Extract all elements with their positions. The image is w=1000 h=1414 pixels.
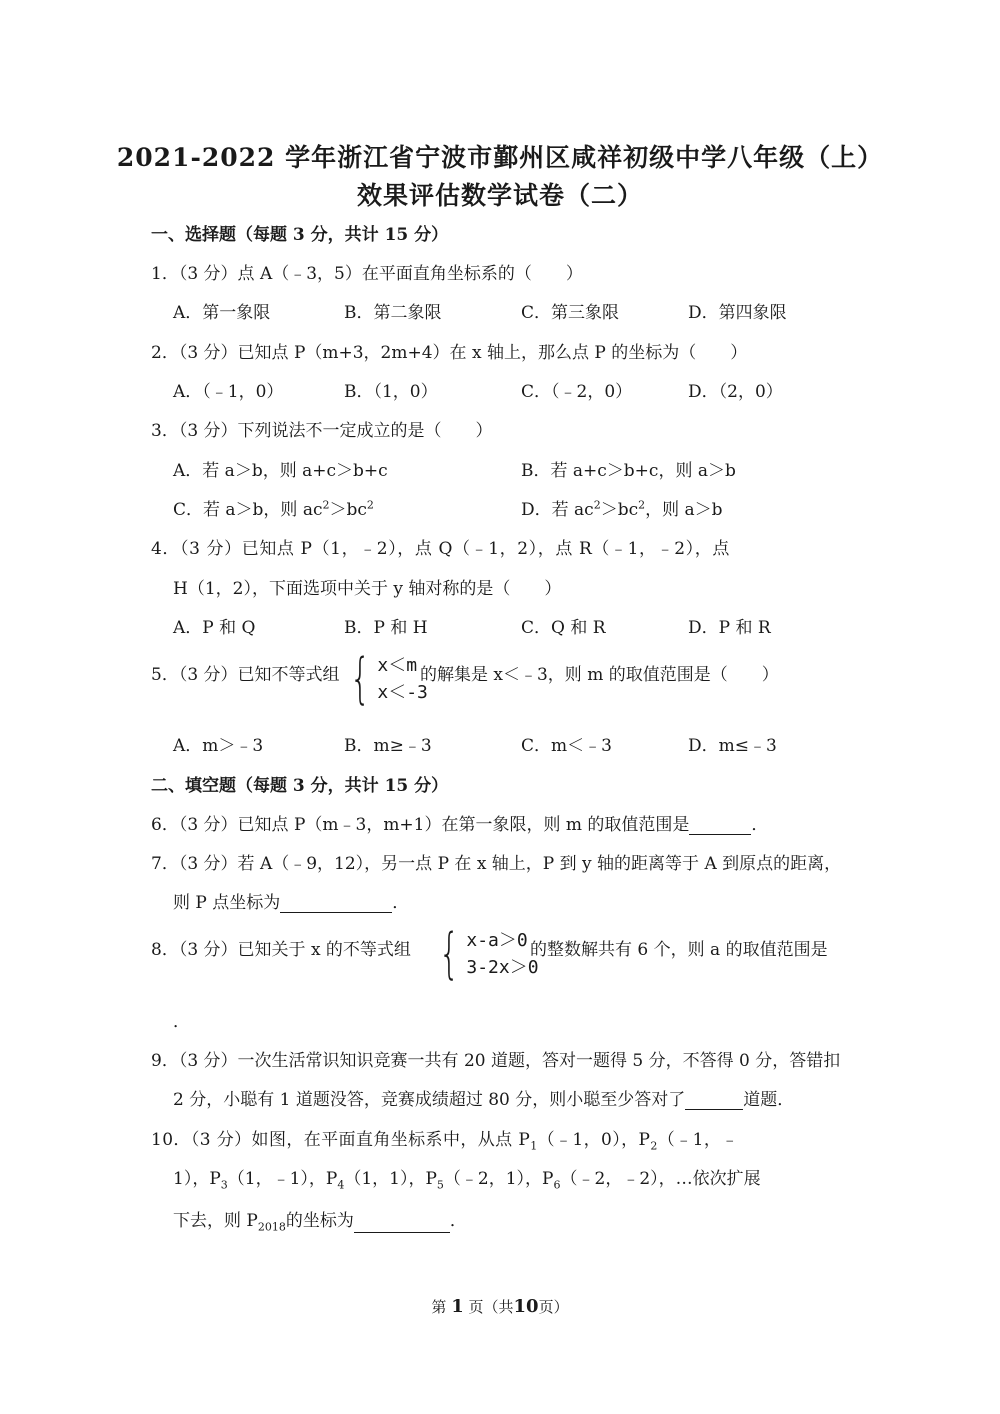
q6-text-end: ． bbox=[751, 815, 769, 835]
question-10-line3 bbox=[173, 1206, 467, 1233]
q9-text-end: 道题． bbox=[743, 1090, 795, 1110]
q3-option-d-text: D．若 ac bbox=[521, 500, 594, 520]
q5-system-line1: x＜m bbox=[377, 655, 418, 676]
q10-text-a: 10．（3 分）如图，在平面直角坐标系中，从点 P bbox=[151, 1130, 531, 1150]
q10-answer-blank[interactable] bbox=[354, 1214, 450, 1233]
q3-option-a: A．若 a＞b，则 a+c＞b+c bbox=[173, 461, 388, 481]
q10-sub-2018: 2018 bbox=[257, 1220, 286, 1234]
q10-text-j: 的坐标为 bbox=[285, 1211, 354, 1231]
question-9-line1: 9．（3 分）一次生活常识知识竞赛一共有 20 道题，答对一题得 5 分，不答得 0 分，答错扣 bbox=[151, 1051, 841, 1071]
exam-title-line1: 2021-2022 学年浙江省宁波市鄞州区咸祥初级中学八年级（上） bbox=[116, 143, 884, 172]
footer-post: 页） bbox=[538, 1298, 569, 1316]
question-8-stem-post: 的整数解共有 6 个，则 a 的取值范围是 bbox=[530, 940, 828, 960]
q2-option-a: A．（﹣1，0） bbox=[173, 382, 284, 402]
q3-option-c-exp2: 2 bbox=[366, 498, 374, 512]
q3-option-d-text3: ，则 a＞b bbox=[645, 500, 723, 520]
q6-answer-blank[interactable] bbox=[689, 816, 751, 835]
q10-text-h: （﹣2，﹣2），…依次扩展 bbox=[560, 1169, 761, 1189]
q3-option-d-exp2: 2 bbox=[638, 498, 646, 512]
q10-sub-1: 1 bbox=[530, 1139, 538, 1153]
q10-text-end: ． bbox=[449, 1211, 467, 1231]
q10-sub-4: 4 bbox=[337, 1178, 345, 1192]
q10-text-e: （1，﹣1），P bbox=[227, 1169, 338, 1189]
q10-sub-3: 3 bbox=[220, 1178, 228, 1192]
page-footer bbox=[0, 1296, 1000, 1317]
q7-answer-blank[interactable] bbox=[280, 894, 392, 913]
q8-inequality-system bbox=[432, 922, 539, 985]
q3-option-c-text2: ＞bc bbox=[329, 500, 367, 520]
q10-text-f: （1，1），P bbox=[344, 1169, 437, 1189]
q10-sub-5: 5 bbox=[436, 1178, 444, 1192]
q8-system-line2: 3-2x＞0 bbox=[466, 957, 539, 978]
question-4-stem-line2: H（1，2），下面选项中关于 y 轴对称的是（ ） bbox=[173, 579, 562, 599]
question-4-stem-line1: 4．（3 分）已知点 P（1，﹣2），点 Q（﹣1，2），点 R（﹣1，﹣2），点 bbox=[151, 539, 730, 559]
q5-system-line2: x＜-3 bbox=[377, 682, 428, 703]
q3-option-b: B．若 a+c＞b+c，则 a＞b bbox=[521, 461, 736, 481]
q8-answer-dot: ． bbox=[173, 1012, 190, 1032]
left-brace-icon: { bbox=[438, 922, 460, 985]
q6-text: 6．（3 分）已知点 P（m﹣3，m+1）在第一象限，则 m 的取值范围是 bbox=[151, 815, 690, 835]
q1-option-a: A．第一象限 bbox=[173, 303, 271, 323]
question-5-stem-pre: 5．（3 分）已知不等式组 bbox=[151, 665, 340, 685]
footer-page-number: 1 bbox=[451, 1296, 464, 1317]
q1-option-d: D．第四象限 bbox=[688, 303, 787, 323]
question-7-line1: 7．（3 分）若 A（﹣9，12），另一点 P 在 x 轴上，P 到 y 轴的距离等于 A 到原点的距离， bbox=[151, 854, 842, 874]
question-1-stem: 1．（3 分）点 A（﹣3，5）在平面直角坐标系的（ ） bbox=[151, 264, 583, 284]
q3-option-d bbox=[521, 495, 723, 520]
q10-text-g: （﹣2，1），P bbox=[443, 1169, 554, 1189]
question-10-line2 bbox=[173, 1164, 761, 1191]
question-9-line2 bbox=[173, 1085, 794, 1110]
q3-option-d-text2: ＞bc bbox=[600, 500, 639, 520]
q5-inequality-system bbox=[343, 647, 428, 710]
section-choice-heading: 一、选择题（每题 3 分，共计 15 分） bbox=[151, 225, 449, 245]
q9-answer-blank[interactable] bbox=[685, 1091, 743, 1110]
left-brace-icon: { bbox=[349, 647, 371, 710]
section-fill-heading: 二、填空题（每题 3 分，共计 15 分） bbox=[151, 776, 449, 796]
question-6 bbox=[151, 810, 768, 835]
q7-text: 则 P 点坐标为 bbox=[173, 893, 281, 913]
exam-title-line2: 效果评估数学试卷（二） bbox=[356, 181, 643, 210]
q3-option-c bbox=[173, 495, 374, 520]
q2-option-d: D．（2，0） bbox=[688, 382, 783, 402]
q10-text-b: （﹣1，0），P bbox=[537, 1130, 651, 1150]
q1-option-c: C．第三象限 bbox=[521, 303, 620, 323]
q10-text-c: （﹣1，﹣ bbox=[657, 1130, 739, 1150]
q8-system-line1: x-a＞0 bbox=[466, 930, 528, 951]
q9-text: 2 分，小聪有 1 道题没答，竞赛成绩超过 80 分，则小聪至少答对了 bbox=[173, 1090, 686, 1110]
q2-option-b: B．（1，0） bbox=[344, 382, 438, 402]
footer-total-pages: 10 bbox=[513, 1296, 539, 1317]
q5-option-d: D．m≤﹣3 bbox=[688, 736, 777, 756]
q5-option-a: A．m＞﹣3 bbox=[173, 736, 264, 756]
question-10-line1 bbox=[151, 1125, 739, 1152]
q4-option-d: D．P 和 R bbox=[688, 618, 771, 638]
q3-option-c-exp1: 2 bbox=[322, 498, 330, 512]
q5-option-c: C．m＜﹣3 bbox=[521, 736, 612, 756]
footer-pre: 第 bbox=[431, 1298, 447, 1316]
q10-sub-2: 2 bbox=[650, 1139, 658, 1153]
question-5-stem-post: 的解集是 x＜﹣3，则 m 的取值范围是（ ） bbox=[420, 665, 779, 685]
q3-option-d-exp1: 2 bbox=[593, 498, 601, 512]
q1-option-b: B．第二象限 bbox=[344, 303, 442, 323]
footer-mid: 页（共 bbox=[468, 1298, 514, 1316]
q10-text-d: 1），P bbox=[173, 1169, 221, 1189]
q10-text-i: 下去，则 P bbox=[173, 1211, 258, 1231]
q5-option-b: B．m≥﹣3 bbox=[344, 736, 432, 756]
question-8-stem-pre: 8．（3 分）已知关于 x 的不等式组 bbox=[151, 940, 411, 960]
q3-option-c-text: C．若 a＞b，则 ac bbox=[173, 500, 323, 520]
q2-option-c: C．（﹣2，0） bbox=[521, 382, 633, 402]
q4-option-a: A．P 和 Q bbox=[173, 618, 256, 638]
q10-sub-6: 6 bbox=[553, 1178, 561, 1192]
q4-option-c: C．Q 和 R bbox=[521, 618, 606, 638]
question-7-line2 bbox=[173, 888, 409, 913]
question-2-stem: 2．（3 分）已知点 P（m+3，2m+4）在 x 轴上，那么点 P 的坐标为（ ） bbox=[151, 343, 748, 363]
q4-option-b: B．P 和 H bbox=[344, 618, 428, 638]
question-3-stem: 3．（3 分）下列说法不一定成立的是（ ） bbox=[151, 421, 493, 441]
q7-text-end: ． bbox=[392, 893, 410, 913]
